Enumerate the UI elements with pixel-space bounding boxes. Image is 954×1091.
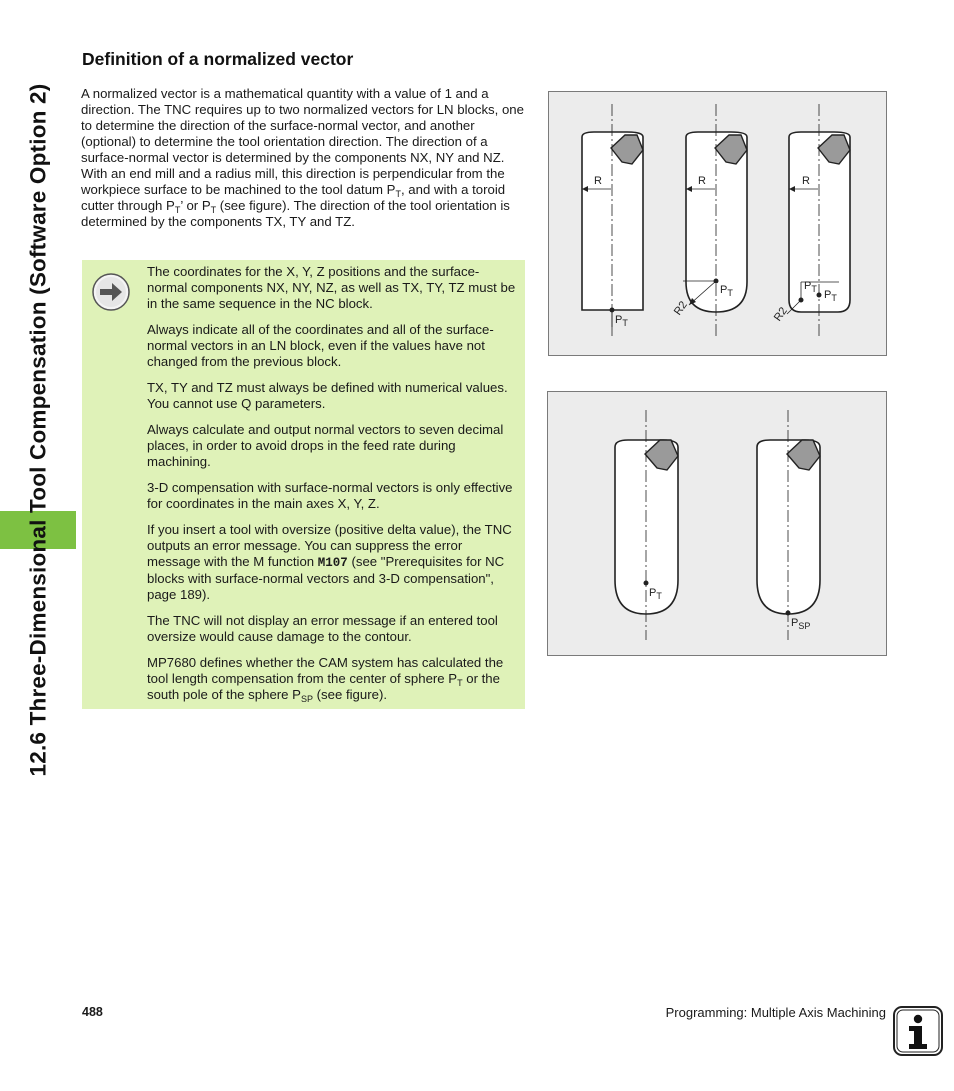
info-icon — [893, 1006, 943, 1056]
pt-label: $P_T$ — [720, 284, 733, 298]
note-text: or the south pole of the sphere P — [147, 671, 500, 702]
note-text: (see "Prerequisites for NC blocks with surface-normal vectors and 3-D compensation", page 189). — [147, 554, 505, 602]
sphere-reference-figure — [547, 391, 887, 656]
chapter-title: 12.6 Three-Dimensional Tool Compensation (Software Option 2) — [25, 83, 51, 777]
radius-label: R — [698, 175, 706, 187]
note-item: Always calculate and output normal vectors to seven decimal places, in order to avoid drops in the feed rate during machining. — [147, 422, 504, 469]
subscript-t: T — [395, 189, 401, 199]
intro-paragraph — [81, 86, 526, 230]
subscript-sp: SP — [300, 694, 313, 704]
psp-label: $P_{SP}$ — [791, 617, 811, 631]
tool-center-reference — [615, 410, 678, 640]
sphere-center-point — [644, 581, 649, 586]
subscript-t: T — [210, 205, 217, 215]
intro-text-3: ’ or P — [180, 198, 211, 213]
radius-label: R — [802, 175, 810, 187]
note-item — [147, 522, 517, 603]
note-item — [147, 655, 517, 703]
notes-list — [147, 264, 517, 713]
pt-label: $P_T$ — [649, 587, 662, 601]
note-item: 3-D compensation with surface-normal vectors is only effective for coordinates in the main axes X, Y, Z. — [147, 480, 513, 511]
pt-label: $P_T$ — [615, 314, 628, 328]
chapter-sidebar — [5, 25, 71, 835]
intro-text-1: A normalized vector is a mathematical quantity with a value of 1 and a direction. The TNC requires up to two normalized vectors for LN blocks, one to determine the direction of the surface-normal vector, and another (optional) to determine the tool orientation direction. The direction of a surface-normal vector is determined by the components NX, NY and NZ. With an end mill and a radius mill, this direction is perpendicular from the workpiece surface to be machined to the tool datum P — [81, 86, 524, 197]
footer-chapter: Programming: Multiple Axis Machining — [665, 1005, 886, 1020]
intro-text-2: , and with a toroid cutter through P — [81, 182, 506, 213]
note-item: TX, TY and TZ must always be defined with numerical values. You cannot use Q parameters. — [147, 380, 508, 411]
note-text: (see figure). — [312, 687, 388, 702]
note-item: Always indicate all of the coordinates and all of the surface-normal vectors in an LN block, even if the values have not changed from the previous block. — [147, 322, 494, 369]
note-box — [82, 260, 525, 709]
south-pole-point — [786, 611, 791, 616]
pt-prime-label: $P_T$ — [804, 280, 817, 294]
tool-types-figure — [548, 91, 887, 356]
tool-datum-point — [817, 293, 822, 298]
note-text: If you insert a tool with oversize (positive delta value), the TNC outputs an error message. You can suppress the error message with the M function — [147, 522, 512, 569]
m-function-code: M107 — [317, 556, 348, 570]
section-title: Definition of a normalized vector — [82, 49, 354, 69]
pt-label: $P_T$ — [824, 289, 837, 303]
note-item: The coordinates for the X, Y, Z positions and the surface-normal components NX, NY, NZ, as well as TX, TY, TZ must be in the same sequence in the NC block. — [147, 264, 516, 311]
subscript-t: T — [457, 678, 463, 688]
radius-mill-tool — [672, 104, 747, 337]
note-item: The TNC will not display an error message if an entered tool oversize would cause damage to the contour. — [147, 613, 498, 644]
r2-label: R2 — [671, 299, 690, 318]
arrow-right-icon — [91, 272, 131, 317]
page-number: 488 — [82, 1005, 103, 1019]
note-text: MP7680 defines whether the CAM system has calculated the tool length compensation from the center of sphere P — [147, 655, 504, 686]
end-mill-tool — [582, 104, 643, 337]
radius-label: R — [594, 175, 602, 187]
toroid-cutter-tool — [772, 104, 850, 337]
intro-text-4: (see figure). The direction of the tool orientation is determined by the components TX, TY and TZ. — [81, 198, 510, 229]
tool-south-pole-reference — [757, 410, 820, 640]
r2-label: R2 — [771, 305, 790, 324]
subscript-t: T — [174, 205, 181, 215]
